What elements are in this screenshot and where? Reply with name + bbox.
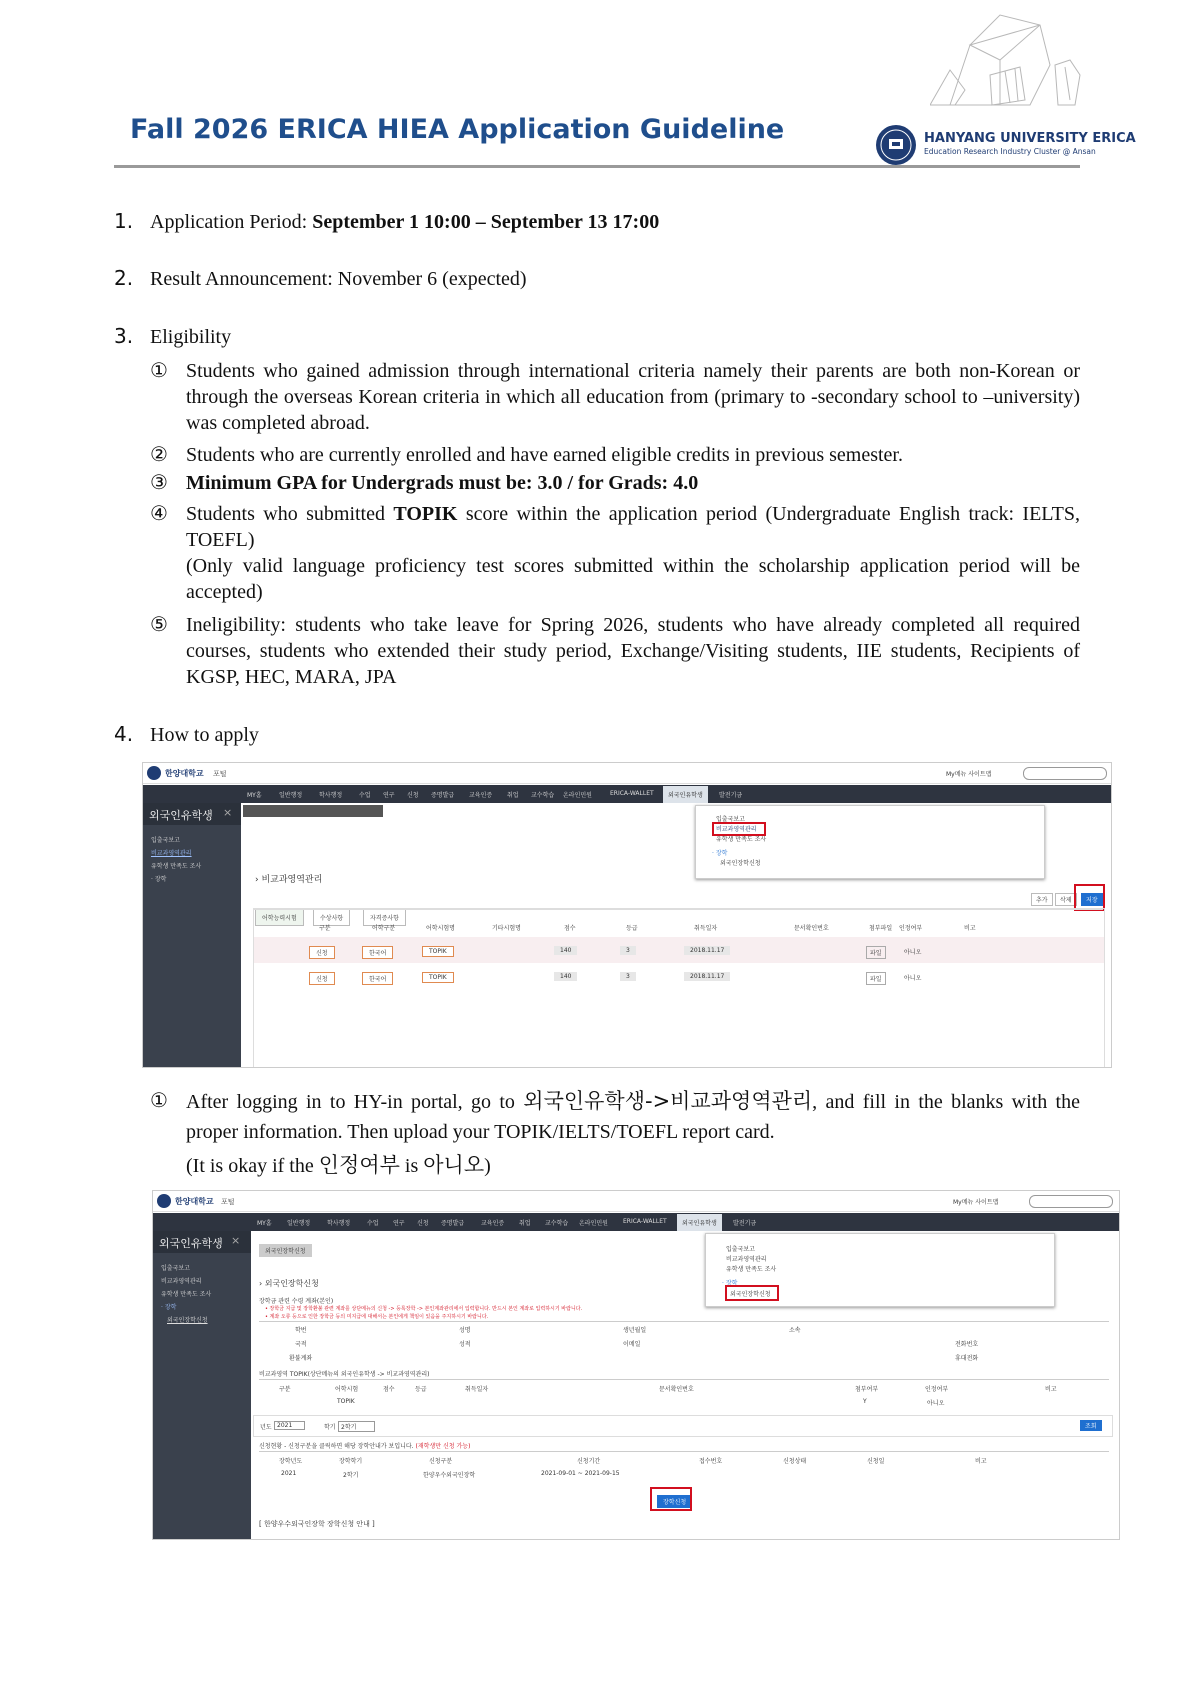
column-header: 등급 bbox=[415, 1386, 427, 1393]
nav-item[interactable]: 온라인민원 bbox=[563, 792, 592, 799]
portal-screenshot-scholarship-application bbox=[152, 1190, 1120, 1540]
dropdown-item[interactable]: 외국인장학신청 bbox=[720, 860, 761, 867]
search-input[interactable] bbox=[1029, 1195, 1113, 1208]
sidebar-item[interactable]: · 장학 bbox=[151, 876, 167, 883]
recognition-value: 아니오 bbox=[423, 1153, 485, 1177]
document-title: Fall 2026 ERICA HIEA Application Guideline bbox=[130, 114, 785, 145]
info-label: 학번 bbox=[295, 1327, 307, 1334]
column-header: 장학학기 bbox=[339, 1458, 363, 1465]
nav-item[interactable]: 온라인민원 bbox=[579, 1220, 608, 1227]
info-label: 성명 bbox=[459, 1327, 471, 1334]
grade-field[interactable]: 3 bbox=[620, 972, 636, 981]
university-subtitle: Education Research Industry Cluster @ Ansan bbox=[924, 147, 1096, 156]
highlight-menu-item bbox=[725, 1285, 779, 1301]
list-marker: ⑤ bbox=[150, 612, 168, 636]
column-header: 신청구분 bbox=[429, 1458, 453, 1465]
column-header: 취득일자 bbox=[465, 1386, 489, 1393]
dropdown-item[interactable]: · 장학 bbox=[722, 1280, 738, 1287]
select-test[interactable]: TOPIK bbox=[422, 972, 454, 983]
year-stepper[interactable]: 2021 bbox=[274, 1421, 305, 1430]
sidebar-item-active[interactable]: 비교과영역관리 bbox=[151, 850, 192, 857]
nav-item[interactable]: 연구 bbox=[393, 1220, 405, 1227]
column-header: 어학구분 bbox=[372, 925, 396, 932]
column-header: 구분 bbox=[279, 1386, 291, 1393]
grade-field[interactable]: 3 bbox=[620, 946, 636, 955]
column-header: 첨부파일 bbox=[869, 925, 893, 932]
page-title: › 외국인장학신청 bbox=[259, 1279, 319, 1288]
nav-item[interactable]: 교육인증 bbox=[469, 792, 493, 799]
howto-text: ) bbox=[484, 1155, 491, 1177]
howto-text: (It is okay if the bbox=[186, 1155, 319, 1177]
column-header: 어학시험명 bbox=[426, 925, 455, 932]
dropdown-item[interactable]: · 장학 bbox=[712, 850, 728, 857]
dropdown-item[interactable]: 유학생 만족도 조사 bbox=[716, 836, 767, 843]
search-input[interactable] bbox=[1023, 767, 1107, 780]
column-header: 어학시험 bbox=[335, 1386, 359, 1393]
howto-text: After logging in to HY-in portal, go to bbox=[186, 1091, 524, 1113]
nav-item[interactable]: 발전기금 bbox=[719, 792, 743, 799]
info-label: 환불계좌 bbox=[289, 1355, 313, 1362]
howto-step-1 bbox=[186, 1086, 1080, 1147]
nav-item[interactable]: 취업 bbox=[507, 792, 519, 799]
nav-item[interactable]: 일반행정 bbox=[287, 1220, 311, 1227]
nav-item-active[interactable]: 외국인유학생 bbox=[663, 786, 708, 803]
column-header: 비고 bbox=[975, 1458, 987, 1465]
date-field[interactable]: 2018.11.17 bbox=[684, 972, 730, 981]
recognition-label: 인정여부 bbox=[318, 1153, 400, 1177]
eligibility-item-2: Students who are currently enrolled and have earned eligible credits in previous semester. bbox=[186, 444, 903, 466]
nav-item[interactable]: 수업 bbox=[359, 792, 371, 799]
column-header: 등급 bbox=[626, 925, 638, 932]
nav-item-active[interactable]: 외국인유학생 bbox=[677, 1214, 722, 1231]
nav-item[interactable]: 수업 bbox=[367, 1220, 379, 1227]
portal-topbar bbox=[153, 1191, 1119, 1212]
nav-item[interactable]: 취업 bbox=[519, 1220, 531, 1227]
nav-item[interactable]: 신청 bbox=[407, 792, 419, 799]
select-language[interactable]: 한국어 bbox=[362, 946, 393, 959]
info-label: 국적 bbox=[295, 1341, 307, 1348]
topik-label: TOPIK bbox=[393, 503, 458, 525]
table-cell: 2021 bbox=[281, 1470, 297, 1477]
dropdown-item[interactable]: 입출국보고 bbox=[716, 816, 745, 823]
portal-label: 포털 bbox=[213, 770, 227, 778]
dropdown-item[interactable]: 입출국보고 bbox=[726, 1246, 755, 1253]
portal-label: 포털 bbox=[221, 1198, 235, 1206]
list-marker: ② bbox=[150, 442, 168, 466]
score-field[interactable]: 140 bbox=[554, 972, 577, 981]
close-icon[interactable]: × bbox=[231, 1234, 241, 1247]
scholarship-guide-heading: [ 한양우수외국인장학 장학신청 안내 ] bbox=[259, 1520, 375, 1528]
nav-item[interactable]: 발전기금 bbox=[733, 1220, 757, 1227]
select-language[interactable]: 한국어 bbox=[362, 972, 393, 985]
add-button[interactable]: 추가 bbox=[1031, 893, 1053, 906]
howto-step-1-note bbox=[186, 1150, 1080, 1181]
portal-sidebar bbox=[143, 803, 241, 1067]
eligibility-item-4 bbox=[186, 501, 1080, 553]
section-number: 2. bbox=[114, 266, 134, 290]
sidebar-item[interactable]: · 장학 bbox=[161, 1304, 177, 1311]
nav-item[interactable]: 일반행정 bbox=[279, 792, 303, 799]
delete-button[interactable]: 삭제 bbox=[1055, 893, 1077, 906]
eligibility-item-4-note: (Only valid language proficiency test scores submitted within the scholarship application period will be accepted) bbox=[186, 555, 1080, 603]
list-marker: ③ bbox=[150, 470, 168, 494]
info-label: 소속 bbox=[789, 1327, 801, 1334]
table-cell: 아니오 bbox=[927, 1400, 945, 1407]
column-header: 첨부여부 bbox=[855, 1386, 879, 1393]
eligibility-item-5: Ineligibility: students who take leave for Spring 2026, students who have already completed all required courses, students who extended their study period, Exchange/Visiting students, IIE students, Recipients of KGSP, HEC, MARA, JPA bbox=[186, 614, 1080, 688]
list-marker: ① bbox=[150, 358, 168, 382]
sidebar-item[interactable]: 유학생 만족도 조사 bbox=[151, 863, 202, 870]
page-title: › 비교과영역관리 bbox=[255, 875, 323, 885]
dropdown-menu bbox=[695, 805, 1045, 879]
sidebar-item[interactable]: 비교과영역관리 bbox=[161, 1278, 202, 1285]
column-header: 신청기간 bbox=[577, 1458, 601, 1465]
tab-strip bbox=[243, 805, 383, 817]
eligibility-item-4-a: Students who submitted bbox=[186, 503, 394, 525]
select-type[interactable]: 신청 bbox=[309, 946, 335, 959]
list-marker: ① bbox=[150, 1088, 168, 1112]
notice-text: • 계좌 오류 등으로 인한 장학금 등의 미지급에 대해서는 본인에게 책임이 있음을 주지하시기 바랍니다. bbox=[265, 1314, 489, 1320]
hanyang-logo-icon bbox=[147, 766, 161, 780]
dropdown-item[interactable]: 비교과영역관리 bbox=[726, 1256, 767, 1263]
recognition-status: 아니오 bbox=[904, 949, 922, 956]
save-button[interactable]: 저장 bbox=[1081, 893, 1103, 906]
campus-building-sketch-icon bbox=[930, 5, 1090, 115]
nav-item[interactable]: 학사행정 bbox=[319, 792, 343, 799]
university-seal-icon bbox=[875, 124, 917, 166]
application-period-label: Application Period: bbox=[150, 211, 313, 233]
recognition-status: 아니오 bbox=[904, 975, 922, 982]
header-divider bbox=[114, 165, 1080, 168]
nav-item[interactable]: 교수학습 bbox=[545, 1220, 569, 1227]
table-cell: TOPIK bbox=[337, 1398, 355, 1405]
table-cell: 2학기 bbox=[343, 1472, 359, 1479]
table-cell: 2021-09-01 ~ 2021-09-15 bbox=[541, 1470, 620, 1477]
dropdown-item[interactable]: 유학생 만족도 조사 bbox=[726, 1266, 777, 1273]
file-button[interactable]: 파일 bbox=[866, 972, 886, 985]
column-header: 취득일자 bbox=[694, 925, 718, 932]
column-header: 접수번호 bbox=[699, 1458, 723, 1465]
column-header: 신청일 bbox=[867, 1458, 885, 1465]
eligibility-item-4-c: score within the application period (Undergraduate English track: IELTS, TOEFL) bbox=[186, 503, 1081, 551]
how-to-apply-heading: How to apply bbox=[150, 724, 259, 746]
section-heading bbox=[259, 1441, 470, 1450]
highlight-apply-button bbox=[650, 1487, 692, 1511]
portal-screenshot-language-scores bbox=[142, 762, 1112, 1068]
eligibility-item-3: Minimum GPA for Undergrads must be: 3.0 / for Grads: 4.0 bbox=[186, 472, 699, 494]
highlight-menu-item bbox=[712, 822, 766, 836]
topik-table bbox=[259, 1379, 1109, 1410]
nav-item[interactable]: ERICA-WALLET bbox=[623, 1218, 667, 1225]
university-name: HANYANG UNIVERSITY ERICA bbox=[924, 131, 1136, 146]
tab-awards[interactable]: 수상사항 bbox=[313, 909, 350, 926]
term-select[interactable]: 2학기 bbox=[338, 1421, 375, 1432]
nav-item[interactable]: MY홈 bbox=[257, 1220, 272, 1227]
student-info-table bbox=[259, 1321, 1109, 1364]
menu-path: 외국인유학생->비교과영역관리 bbox=[523, 1089, 813, 1113]
tab-certificates[interactable]: 자격증사항 bbox=[363, 909, 406, 926]
table-cell: Y bbox=[863, 1398, 867, 1405]
nav-item[interactable]: 교육인증 bbox=[481, 1220, 505, 1227]
result-announcement: Result Announcement: November 6 (expected) bbox=[150, 268, 527, 290]
search-button[interactable]: 조회 bbox=[1080, 1420, 1102, 1431]
sidebar-item[interactable]: 유학생 만족도 조사 bbox=[161, 1291, 212, 1298]
term-label: 학기 bbox=[324, 1424, 336, 1431]
info-label: 이메일 bbox=[623, 1341, 641, 1348]
column-header: 인정여부 bbox=[925, 1386, 949, 1393]
nav-item[interactable]: MY홈 bbox=[247, 792, 262, 799]
sidebar-title: 외국인유학생 bbox=[159, 1237, 223, 1250]
portal-main-nav bbox=[153, 1213, 1119, 1231]
portal-main-nav bbox=[143, 785, 1111, 803]
column-header: 인정여부 bbox=[899, 925, 923, 932]
list-marker: ④ bbox=[150, 501, 168, 525]
column-header: 비고 bbox=[1045, 1386, 1057, 1393]
section-number: 1. bbox=[114, 209, 134, 233]
close-icon[interactable]: × bbox=[223, 806, 233, 819]
highlight-save-button bbox=[1074, 884, 1105, 911]
info-label: 성적 bbox=[459, 1341, 471, 1348]
score-field[interactable]: 140 bbox=[554, 946, 577, 955]
section-heading: 비교과영역 TOPIK(상단메뉴의 외국인유학생 -> 비교과영역관리) bbox=[259, 1371, 430, 1378]
tab-language-test[interactable]: 어학능력시험 bbox=[255, 909, 304, 926]
top-right-links[interactable]: My메뉴 사이트맵 bbox=[946, 771, 992, 778]
select-type[interactable]: 신청 bbox=[309, 972, 335, 985]
column-header: 비고 bbox=[964, 925, 976, 932]
date-field[interactable]: 2018.11.17 bbox=[684, 946, 730, 955]
dropdown-item-active[interactable]: 비교과영역관리 bbox=[716, 826, 757, 833]
enrolled-only-note: (재학생만 신청 가능) bbox=[415, 1443, 471, 1450]
info-label: 생년월일 bbox=[623, 1327, 647, 1334]
sidebar-header bbox=[143, 803, 241, 825]
sidebar-item[interactable]: 입출국보고 bbox=[161, 1265, 190, 1272]
howto-text: , and fill in the blanks with the proper information. Then upload your TOPIK/IELTS/TOEFL report card. bbox=[186, 1091, 1080, 1143]
portal-brand: 한양대학교 bbox=[175, 1197, 214, 1206]
year-label: 년도 bbox=[260, 1424, 272, 1431]
section-number: 3. bbox=[114, 324, 134, 348]
top-right-links[interactable]: My메뉴 사이트맵 bbox=[953, 1199, 999, 1206]
info-label: 휴대전화 bbox=[955, 1355, 979, 1362]
portal-topbar bbox=[143, 763, 1111, 784]
nav-item[interactable]: 증명발급 bbox=[431, 792, 455, 799]
column-header: 문서확인번호 bbox=[659, 1386, 694, 1393]
howto-text: is bbox=[399, 1155, 424, 1177]
notice-text: • 장학금 지급 및 장학환불 관련 계좌를 상단메뉴의 신청 -> 등록장학 -> 본인계좌관리에서 입력합니다. 반드시 본인 계좌로 입력하시기 바랍니다. bbox=[265, 1306, 583, 1312]
column-header: 신청상태 bbox=[783, 1458, 807, 1465]
application-period-value: September 1 10:00 – September 13 17:00 bbox=[312, 211, 660, 233]
hanyang-logo-icon bbox=[157, 1194, 171, 1208]
portal-brand: 한양대학교 bbox=[165, 769, 204, 778]
section-number: 4. bbox=[114, 722, 134, 746]
scholarship-link[interactable]: 한양우수외국인장학 bbox=[423, 1472, 476, 1479]
application-period bbox=[150, 209, 659, 235]
column-header: 기타시험명 bbox=[492, 925, 521, 932]
file-button[interactable]: 파일 bbox=[866, 946, 886, 959]
sidebar-item[interactable]: 입출국보고 bbox=[151, 837, 180, 844]
apply-scholarship-button[interactable]: 장학신청 bbox=[657, 1495, 692, 1508]
info-label: 전화번호 bbox=[955, 1341, 979, 1348]
nav-item[interactable]: ERICA-WALLET bbox=[610, 790, 654, 797]
eligibility-item-1: Students who gained admission through international criteria namely their parents are both non-Korean or through the overseas Korean criteria in which all education from (primary to -secondary school to –university) was completed abroad. bbox=[186, 360, 1080, 434]
column-header: 점수 bbox=[564, 925, 576, 932]
language-table bbox=[253, 908, 1105, 1068]
sidebar-title: 외국인유학생 bbox=[149, 809, 213, 822]
sidebar-item-active[interactable]: 외국인장학신청 bbox=[167, 1317, 208, 1324]
column-header: 구분 bbox=[319, 925, 331, 932]
select-test[interactable]: TOPIK bbox=[422, 946, 454, 957]
application-table bbox=[259, 1451, 1109, 1482]
sidebar-header bbox=[153, 1231, 251, 1253]
tab-scholarship[interactable]: 외국인장학신청 bbox=[259, 1244, 312, 1257]
nav-item[interactable]: 교수학습 bbox=[531, 792, 555, 799]
section-heading-text: 신청현황 - 신청구분을 클릭하면 해당 장학안내가 보입니다. bbox=[259, 1443, 414, 1450]
section-heading: 장학금 관련 수령 계좌(본인) bbox=[259, 1298, 334, 1305]
nav-item[interactable]: 학사행정 bbox=[327, 1220, 351, 1227]
nav-item[interactable]: 신청 bbox=[417, 1220, 429, 1227]
column-header: 문서확인번호 bbox=[794, 925, 829, 932]
column-header: 점수 bbox=[383, 1386, 395, 1393]
nav-item[interactable]: 증명발급 bbox=[441, 1220, 465, 1227]
filter-bar bbox=[253, 1415, 1113, 1437]
nav-item[interactable]: 연구 bbox=[383, 792, 395, 799]
column-header: 장학년도 bbox=[279, 1458, 303, 1465]
dropdown-item-active[interactable]: 외국인장학신청 bbox=[730, 1291, 771, 1298]
eligibility-heading: Eligibility bbox=[150, 326, 232, 348]
portal-sidebar bbox=[153, 1231, 251, 1539]
